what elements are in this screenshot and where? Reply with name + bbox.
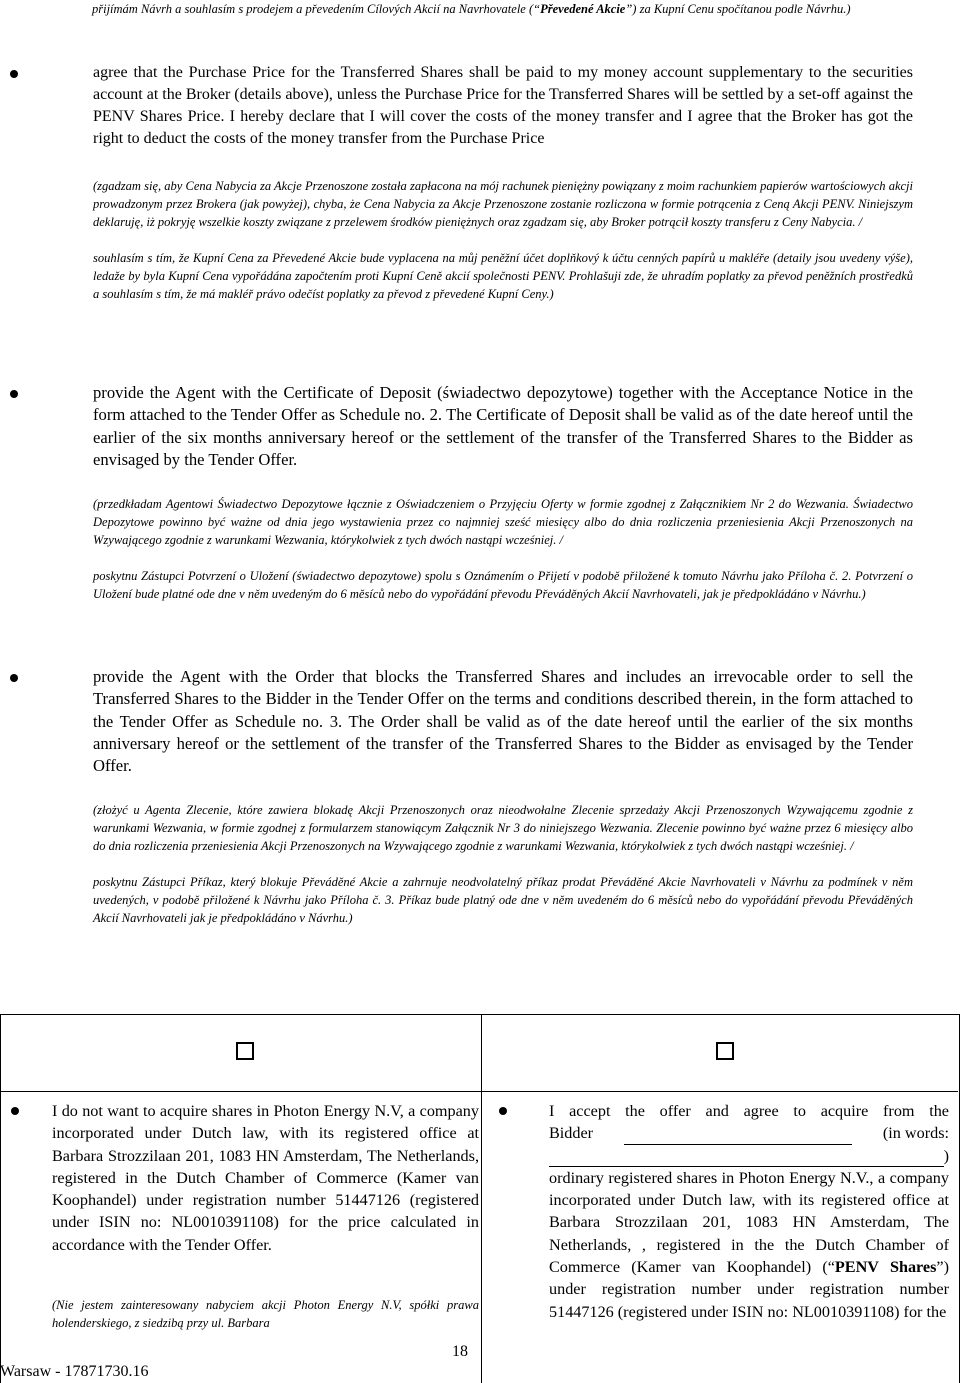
decline-text: I do not want to acquire shares in Photon Energy N.V, a company incorporated under Dutch law, with its registered office at Barbara Strozzilaan 201, 1083 HN Amsterdam, The Netherlands, registered in the Dutch Chamber of Commerce (Kamer van Koophandel) under registration number 51447126 (registered under ISIN no: NL0010391108) for the price calculated in accordance with the Tender Offer. (52, 1102, 479, 1254)
bullet-icon (11, 1107, 19, 1115)
close-paren: ) (943, 1146, 949, 1165)
decline-polish-text: (Nie jestem zainteresowany nabyciem akcji Photon Energy N.V, spółki prawa holenderskiego, z siedzibą przy ul. Barbara (52, 1298, 479, 1330)
row-divider (1, 1091, 958, 1092)
polish-paragraph: (zgadzam się, aby Cena Nabycia za Akcje Przenoszone została zapłacona na mój rachunek pieniężny powiązany z moim rachunkiem papierów wartościowych akcji prowadzonym przez Brokera (jak powyżej), chyba, że Cena Nabycia za Akcje Przenoszone zostanie rozliczona w formie potrącenia z Ceną Akcji PENV. Niniejszym deklaruję, iż pokryję wszelkie koszty związane z przelewem środków pieniężnych oraz zgadzam się, aby Broker potrącił koszty transferu z Ceny Nabycia. / (93, 179, 913, 229)
shares-in-words-field[interactable] (549, 1148, 944, 1167)
accept-body: ordinary registered shares in Photon Energy N.V., a company incorporated under Dutch law, with its registered office at Barbara Strozzilaan 201, 1083 HN Amsterdam, The Netherlands, , registered in the the Dutch Chamber of Commerce (Kamer van Koophandel) (“PENV Shares”) under registration number under registration number 51447126 (registered under ISIN no: NL0010391108) for the (549, 1168, 949, 1321)
options-table (0, 1014, 960, 1383)
bidder-label: Bidder (549, 1124, 594, 1143)
page-number: 18 (452, 1343, 468, 1360)
czech-continuation-text: přijímám Návrh a souhlasím s prodejem a převedením Cílových Akcií na Navrhovatele (“Převedené Akcie”) za Kupní Cenu spočítanou podle Návrhu.) (92, 2, 851, 16)
bullet-icon (10, 674, 18, 682)
bullet-icon (10, 70, 18, 78)
shares-count-field[interactable] (624, 1126, 852, 1145)
polish-paragraph: (złożyć u Agenta Zlecenie, które zawiera blokadę Akcji Przenoszonych oraz nieodwołalne Zlecenie sprzedaży Akcji Przenoszonych Wzywającemu zgodnie z warunkami Wezwania, w formie zgodnej z formularzem stanowiącym Załącznik Nr 3 do niniejszego Wezwania. Zlecenie powinno być ważne przez 6 miesięcy albo do dnia rozliczenia przeniesienia Akcji Przenoszonych na Wzywającego zgodnie z warunkami Wezwania, którykolwiek z tych dwóch nastąpi wcześniej. / (93, 803, 913, 854)
czech-paragraph: souhlasím s tím, že Kupní Cena za Převedené Akcie bude vyplacena na můj peněžní účet doplňkový k účtu cenných papírů u makléře (detaily jsou uvedeny výše), ledaže by byla Kupní Cena vypořádána započtením proti Kupní Ceně akcií společnosti PENV. Prohlašuji zde, že uhradím poplatky za převod peněžních prostředků a souhlasím s tím, že má makléř právo odečíst poplatky za převod z převedené Kupní Ceny.) (93, 251, 913, 301)
polish-paragraph: (przedkładam Agentowi Świadectwo Depozytowe łącznie z Oświadczeniem o Przyjęciu Oferty w formie zgodnej z Załącznikiem Nr 2 do Wezwania. Świadectwo Depozytowe powinno być ważne od dnia jego wystawienia przez co najmniej sześć miesięcy albo do dnia rozliczenia przeniesienia Akcji Przenoszonych na Wzywającego zgodnie z warunkami Wezwania, którykolwiek z tych dwóch nastąpi wcześniej. / (93, 497, 913, 548)
bold-term: PENV Shares (834, 1258, 937, 1277)
column-divider (481, 1015, 482, 1383)
accept-line-2 (549, 1122, 949, 1144)
bullet-icon (499, 1107, 507, 1115)
accept-text (549, 1100, 949, 1323)
decline-checkbox[interactable] (236, 1042, 254, 1060)
accept-line-1: I accept the offer and agree to acquire from the (549, 1102, 949, 1120)
bullet-icon (10, 390, 18, 398)
english-paragraph: provide the Agent with the Certificate of Deposit (świadectwo depozytowe) together with the Acceptance Notice in the form attached to the Tender Offer as Schedule no. 2. The Certificate of Deposit shall be valid as of the date hereof until the earlier of the six months anniversary hereof or the settlement of the transfer of the Transferred Shares to the Bidder as envisaged by the Tender Offer. (93, 383, 913, 469)
english-paragraph: provide the Agent with the Order that blocks the Transferred Shares and includes an irrevocable order to sell the Transferred Shares to the Bidder in the Tender Offer on the terms and conditions described therein, in the form attached to the Tender Offer as Schedule no. 3. The Order shall be valid as of the date hereof until the earlier of the six months anniversary hereof or the settlement of the transfer of the Transferred Shares to the Bidder as envisaged by the Tender Offer. (93, 667, 913, 776)
czech-paragraph: poskytnu Zástupci Potvrzení o Uložení (świadectwo depozytowe) spolu s Oznámením o Přijetí v podobě přiložené k tomuto Návrhu jako Příloha č. 2. Potvrzení o Uložení bude platné ode dne v něm uvedeným do 6 měsíců nebo do vypořádání převodu Převáděných Akcií Navrhovateli, jak je předpokládáno v Návrhu.) (93, 569, 913, 602)
czech-paragraph: poskytnu Zástupci Příkaz, který blokuje Převáděné Akcie a zahrnuje neodvolatelný příkaz prodat Převáděné Akcie Navrhovateli v Návrhu za podmínek v něm uvedených, v podobě přiložené k Návrhu jako Příloha č. 3. Příkaz bude platný ode dne v něm uvedeném do 6 měsíců nebo do vypořádání převodu Převáděných Akcií Navrhovateli jak je předpokládáno v Návrhu.) (93, 875, 913, 926)
bold-term: Převedené Akcie (540, 2, 626, 16)
accept-line-3 (549, 1145, 949, 1167)
document-id: Warsaw - 17871730.16 (0, 1363, 149, 1380)
accept-checkbox[interactable] (716, 1042, 734, 1060)
in-words-label: (in words: (882, 1124, 949, 1143)
english-paragraph: agree that the Purchase Price for the Transferred Shares shall be paid to my money account supplementary to the securities account at the Broker (details above), unless the Purchase Price for the Transferred Shares will be settled by a set-off against the PENV Shares Price. I hereby declare that I will cover the costs of the money transfer and I agree that the Broker has got the right to deduct the costs of the money transfer from the Purchase Price (93, 64, 913, 147)
